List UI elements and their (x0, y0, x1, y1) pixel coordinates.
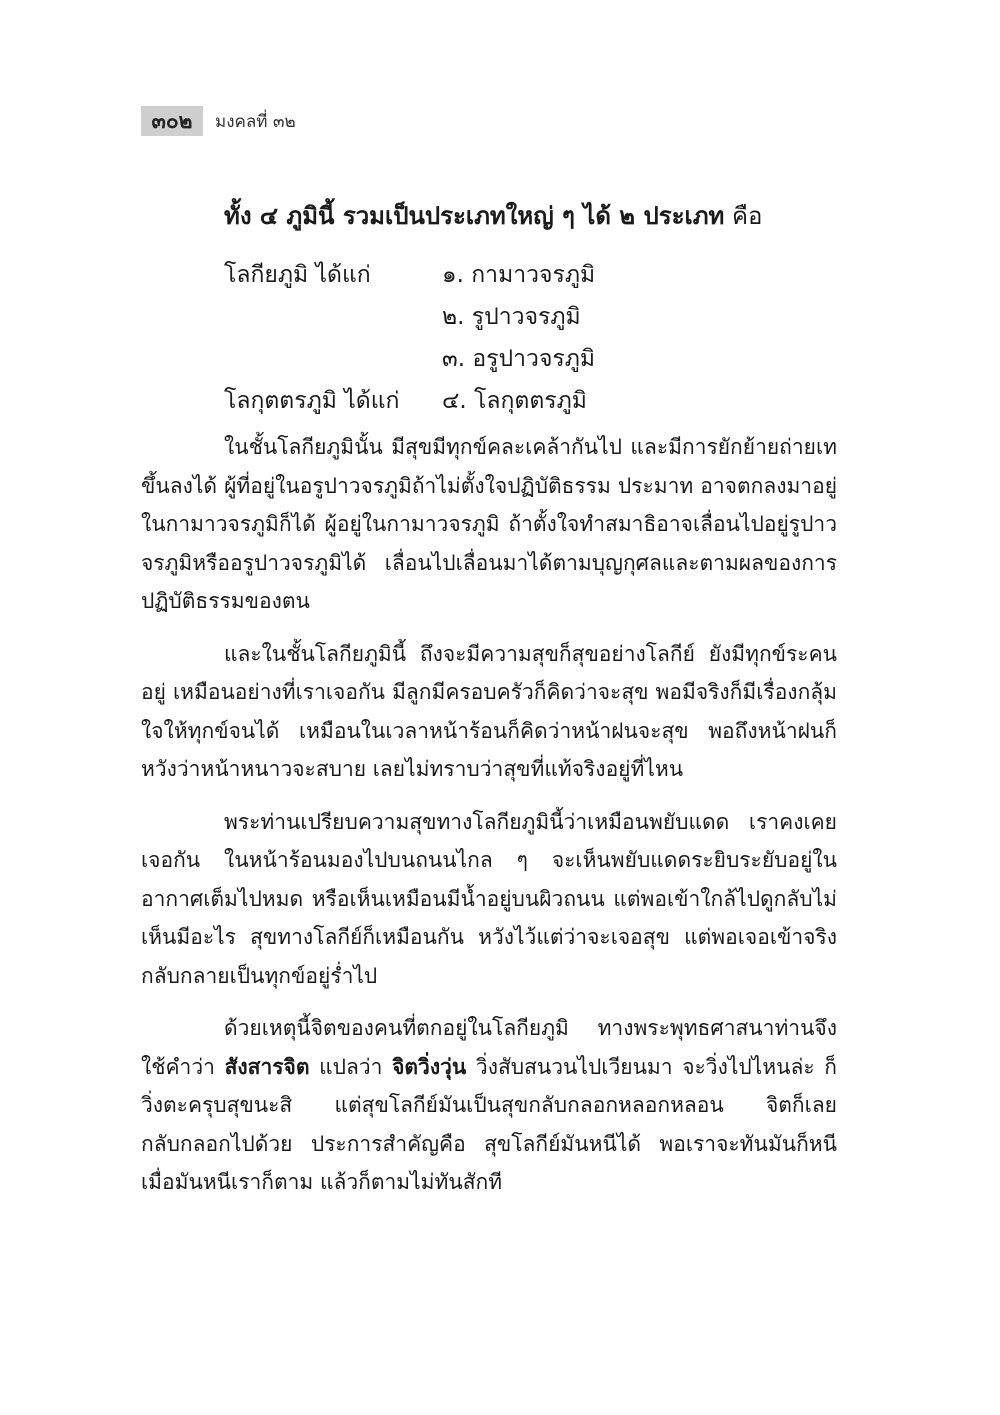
page-number: ๓๐๒ (141, 106, 203, 136)
page-header (141, 106, 296, 136)
realm-list (224, 254, 844, 422)
heading-tail-text: คือ (731, 202, 763, 230)
running-head: มงคลที่ ๓๒ (215, 111, 296, 132)
term-jit-wing-wun: จิตวิ่งวุ่น (392, 1054, 467, 1079)
list-item: ๒. รูปาวจรภูมิ (442, 304, 581, 330)
paragraph-4-text-a: ด้วยเหตุนี้จิตของคนที่ตกอยู่ในโลกียภูมิ ทางพระพุทธศาสนาท่านจึงใช้คำว่า (141, 1016, 837, 1079)
list-label: โลกียภูมิ ได้แก่ (224, 262, 371, 288)
paragraph-4-text-c: วิ่งสับสนวนไปเวียนมา จะวิ่งไปไหนล่ะ ก็วิ่งตะครุบสุขนะสิ แต่สุขโลกีย์มันเป็นสุขกลับกลอกหลอกหลอน จิตก็เลยกลับกลอกไปด้วย ประการสำคัญคือ สุขโลกีย์มันหนีได้ พอเราจะทันมันก็หนี เมื่อมันหนีเราก็ตาม แล้วก็ตามไม่ทันสักที (141, 1054, 838, 1194)
term-sangsara-jit: สังสารจิต (224, 1054, 310, 1079)
list-item: ๔. โลกุตตรภูมิ (442, 388, 587, 414)
list-row (224, 254, 844, 296)
list-item: ๓. อรูปาวจรภูมิ (442, 346, 596, 372)
list-item: ๑. กามาวจรภูมิ (442, 262, 596, 288)
list-row (224, 296, 844, 338)
heading-bold-text: ทั้ง ๔ ภูมินี้ รวมเป็นประเภทใหญ่ ๆ ได้ ๒ ประเภท (224, 202, 725, 230)
paragraph-4-text-b: แปลว่า (309, 1054, 393, 1079)
paragraph-1: ในชั้นโลกียภูมินั้น มีสุขมีทุกข์คละเคล้ากันไป และมีการยักย้ายถ่ายเทขึ้นลงได้ ผู้ที่อยู่ในอรูปาวจรภูมิถ้าไม่ตั้งใจปฏิบัติธรรม ประมาท อาจตกลงมาอยู่ในกามาวจรภูมิก็ได้ ผู้อยู่ในกามาวจรภูมิ ถ้าตั้งใจทำสมาธิอาจเลื่อนไปอยู่รูปาวจรภูมิหรืออรูปาวจรภูมิได้ เลื่อนไปเลื่อนมาได้ตามบุญกุศลและตามผลของการปฏิบัติธรรมของตน (141, 435, 837, 613)
paragraph-3: พระท่านเปรียบความสุขทางโลกียภูมินี้ว่าเหมือนพยับแดด เราคงเคยเจอกัน ในหน้าร้อนมองไปบนถนนไกล ๆ จะเห็นพยับแดดระยิบระยับอยู่ในอากาศเต็มไปหมด หรือเห็นเหมือนมีน้ำอยู่บนผิวถนน แต่พอเข้าใกล้ไปดูกลับไม่เห็นมีอะไร สุขทางโลกีย์ก็เหมือนกัน หวังไว้แต่ว่าจะเจอสุข แต่พอเจอเข้าจริงกลับกลายเป็นทุกข์อยู่ร่ำไป (141, 809, 837, 988)
paragraph-2: และในชั้นโลกียภูมินี้ ถึงจะมีความสุขก็สุขอย่างโลกีย์ ยังมีทุกข์ระคนอยู่ เหมือนอย่างที่เราเจอกัน มีลูกมีครอบครัวก็คิดว่าจะสุข พอมีจริงก็มีเรื่องกลุ้มใจให้ทุกข์จนได้ เหมือนในเวลาหน้าร้อนก็คิดว่าหน้าฝนจะสุข พอถึงหน้าฝนก็หวังว่าหน้าหนาวจะสบาย เลยไม่ทราบว่าสุขที่แท้จริงอยู่ที่ไหน (141, 641, 837, 781)
list-label: โลกุตตรภูมิ ได้แก่ (224, 388, 400, 414)
paragraph-4 (141, 1009, 837, 1202)
list-row (224, 380, 844, 422)
list-row (224, 338, 844, 380)
body-text (141, 428, 837, 1216)
section-heading (224, 198, 844, 234)
